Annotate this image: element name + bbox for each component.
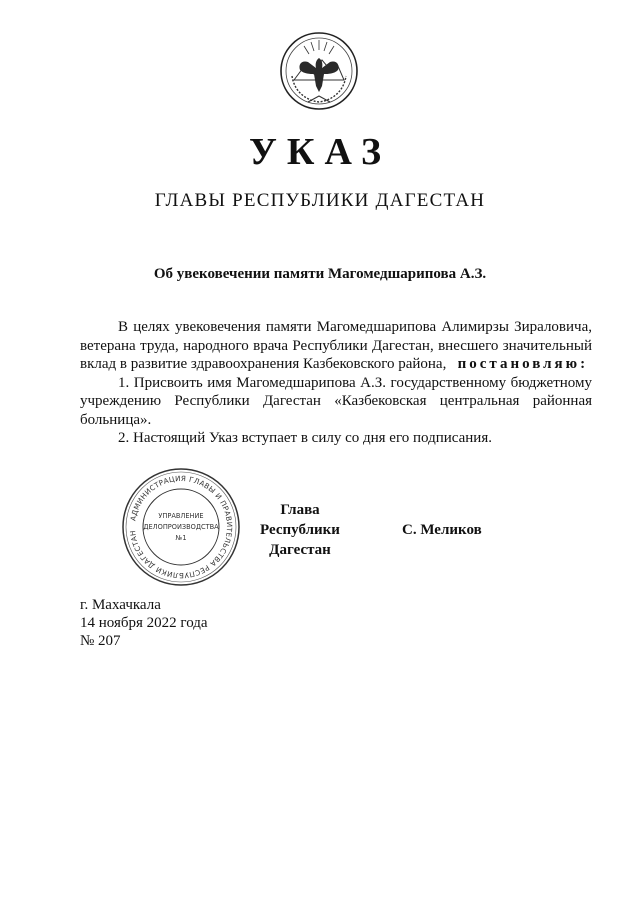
decree-word: постановляю: [457,356,589,372]
seal-center-line-1: УПРАВЛЕНИЕ [158,512,204,520]
decree-place: г. Махачкала [80,597,161,613]
decree-item-1: 1. Присвоить имя Магомедшарипова А.З. государственному бюджетному учреждению Республики Дагестан «Казбековская центральная районная больница». [80,374,592,428]
decree-footer [80,596,208,650]
decree-heading: Об увековечении памяти Магомедшарипова А.З. [153,266,487,282]
seal-center-line-3: №1 [175,534,187,542]
decree-body [80,318,592,448]
document-subtitle: ГЛАВЫ РЕСПУБЛИКИ ДАГЕСТАН [154,190,486,211]
document-title: УКАЗ [249,131,391,173]
signatory-position-line-2: Республики Дагестан [260,522,340,558]
seal-ring-text: АДМИНИСТРАЦИЯ ГЛАВЫ И ПРАВИТЕЛЬСТВА РЕСПУБЛИКИ ДАГЕСТАН [128,473,235,581]
coat-of-arms-icon [278,30,360,112]
decree-preamble [80,318,592,374]
signatory-position-line-1: Глава [280,502,320,518]
preamble-text: В целях увековечения памяти Магомедшарипова Алимирзы Зираловича, ветерана труда, народного врача Республики Дагестан, внесшего значительный вклад в развитие здравоохранения Казбековского района, [80,319,592,372]
decree-number: № 207 [80,633,121,649]
decree-date: 14 ноября 2022 года [80,615,208,631]
signatory-name: С. Меликов [402,522,482,538]
signatory-position [232,500,368,560]
seal-center-line-2: ДЕЛОПРОИЗВОДСТВА [143,523,219,531]
decree-item-2: 2. Настоящий Указ вступает в силу со дня его подписания. [118,430,492,446]
official-seal-stamp [120,466,242,588]
